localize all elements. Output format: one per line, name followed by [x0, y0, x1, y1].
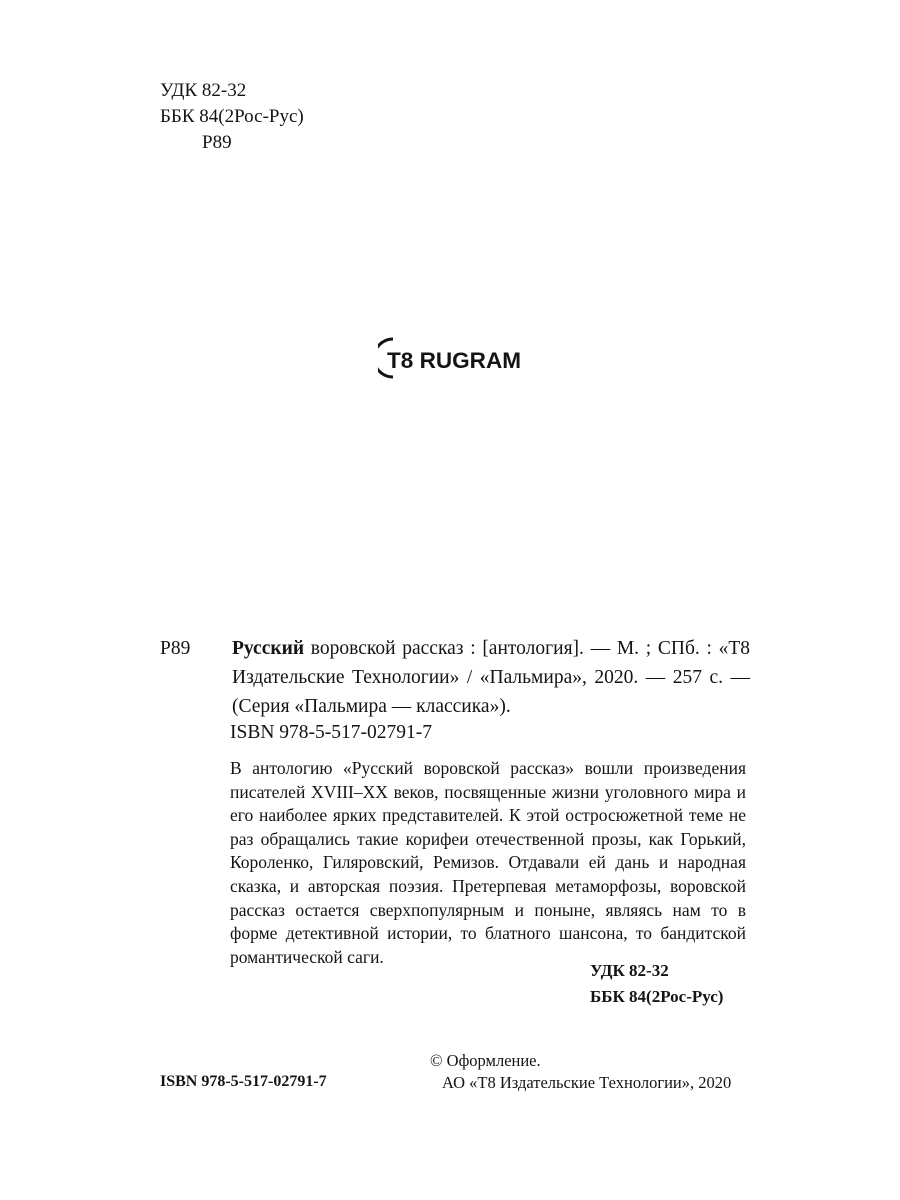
t8-rugram-logo-icon [378, 335, 528, 381]
classification-codes-top [160, 78, 304, 156]
annotation [230, 757, 746, 969]
bibliographic-author-mark: Р89 [160, 638, 191, 659]
title-word: Русский [232, 638, 305, 659]
bbk-code-bottom: ББК 84(2Рос-Рус) [590, 987, 724, 1006]
bibliographic-record [232, 634, 750, 721]
copyright-line-1: © Оформление. [430, 1051, 541, 1070]
isbn-footer: ISBN 978-5-517-02791-7 [160, 1073, 327, 1090]
annotation-text: В антологию «Русский воровской рассказ» вошли произведения писателей XVIII–XX веков, посвященные жизни уголовного мира и его наиболее ярких представителей. К этой остросюжетной теме не раз обращались такие корифеи отечественной прозы, как Горький, Короленко, Гиляровский, Ремизов. Отдавали ей дань и народная сказка, и авторская поэзия. Претерпевая метаморфозы, воровской рассказ остается сверхпопулярным и поныне, являясь нам то в форме детективной истории, то блатного шансона, то бандитской романтической саги. [230, 758, 746, 967]
classification-codes-bottom [590, 958, 723, 1010]
logo-text: T8 RUGRAM [387, 348, 521, 373]
isbn-line: ISBN 978-5-517-02791-7 [230, 722, 433, 743]
bibliographic-description [160, 634, 750, 721]
udk-code-bottom: УДК 82-32 [590, 961, 669, 980]
copyright-notice [430, 1050, 731, 1094]
publisher-logo [378, 335, 528, 381]
copyright-line-2: АО «Т8 Издательские Технологии», 2020 [442, 1073, 732, 1092]
udk-code: УДК 82-32 [160, 80, 247, 101]
bbk-code: ББК 84(2Рос-Рус) [160, 106, 304, 127]
bibliographic-text: воровской рассказ : [антология]. — М. ; СПб. : «Т8 Издательские Технологии» / «Пальмира», 2020. — 257 с. — (Серия «Пальмира — классика»). [232, 638, 750, 717]
author-mark: Р89 [202, 132, 232, 153]
